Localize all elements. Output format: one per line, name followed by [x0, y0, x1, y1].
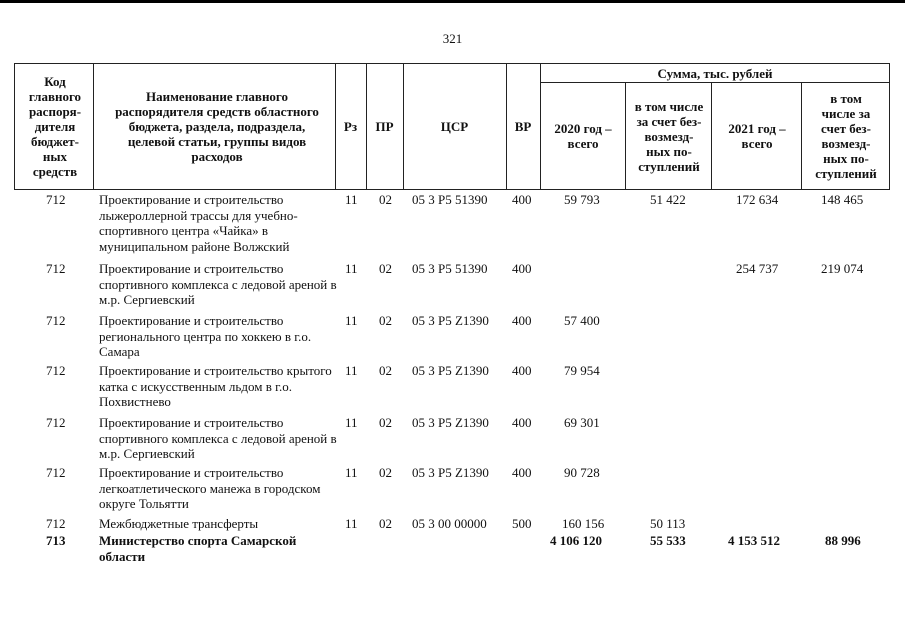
row-2021-grants: 219 074 — [821, 261, 864, 276]
row-2021-total: 4 153 512 — [728, 533, 780, 548]
row-vr: 400 — [512, 261, 532, 276]
header-2020-total: 2020 год – всего — [554, 121, 612, 151]
col-divider — [625, 82, 626, 190]
row-pr: 02 — [379, 363, 392, 378]
row-name: Проектирование и строительство лыжероллерной трассы для учебно-спортивного центра «Чайка» в муниципальном районе Волжский — [99, 192, 298, 254]
row-pr: 02 — [379, 516, 392, 531]
row-csr: 05 3 P5 51390 — [412, 261, 488, 276]
row-rz: 11 — [345, 516, 358, 531]
col-divider — [711, 82, 712, 190]
row-pr: 02 — [379, 261, 392, 276]
header-sum-group: Сумма, тыс. рублей — [657, 65, 773, 81]
row-code: 712 — [46, 465, 66, 480]
row-code: 712 — [46, 261, 66, 276]
header-2021-total: 2021 год – всего — [728, 121, 786, 151]
row-2020-total: 90 728 — [564, 465, 600, 480]
row-2020-total: 160 156 — [562, 516, 605, 531]
row-2020-grants: 51 422 — [650, 192, 686, 207]
header-2020-grants: в том числе за счет без-возмезд-ных по-ступлений — [634, 98, 704, 174]
header-pr: ПР — [375, 119, 394, 134]
header-name: Наименование главного распорядителя средств областного бюджета, раздела, подраздела, целевой статьи, группы видов расходов — [115, 89, 319, 164]
col-divider — [540, 63, 541, 190]
header-bottom-rule — [14, 189, 890, 190]
row-rz: 11 — [345, 313, 358, 328]
row-vr: 400 — [512, 313, 532, 328]
row-code: 713 — [46, 533, 66, 548]
row-pr: 02 — [379, 415, 392, 430]
row-rz: 11 — [345, 192, 358, 207]
row-2020-total: 59 793 — [564, 192, 600, 207]
row-2020-grants: 55 533 — [650, 533, 686, 548]
row-2020-total: 69 301 — [564, 415, 600, 430]
row-pr: 02 — [379, 192, 392, 207]
header-code: Код главного распоря-дителя бюджет-ных средств — [28, 74, 82, 179]
row-name: Проектирование и строительство спортивного комплекса с ледовой ареной в м.р. Сергиевский — [99, 415, 337, 461]
row-vr: 400 — [512, 363, 532, 378]
row-rz: 11 — [345, 261, 358, 276]
row-rz: 11 — [345, 415, 358, 430]
row-2020-total: 4 106 120 — [550, 533, 602, 548]
row-2020-grants: 50 113 — [650, 516, 686, 531]
row-2021-total: 172 634 — [736, 192, 779, 207]
row-code: 712 — [46, 192, 66, 207]
col-divider — [801, 82, 802, 190]
row-csr: 05 3 P5 51390 — [412, 192, 488, 207]
row-csr: 05 3 P5 Z1390 — [412, 313, 489, 328]
row-vr: 400 — [512, 465, 532, 480]
row-vr: 500 — [512, 516, 532, 531]
row-2021-grants: 148 465 — [821, 192, 864, 207]
row-2020-total: 79 954 — [564, 363, 600, 378]
row-vr: 400 — [512, 415, 532, 430]
header-vr: ВР — [514, 119, 532, 134]
row-name: Проектирование и строительство спортивного комплекса с ледовой ареной в м.р. Сергиевский — [99, 261, 337, 307]
row-code: 712 — [46, 415, 66, 430]
row-pr: 02 — [379, 313, 392, 328]
row-code: 712 — [46, 363, 66, 378]
row-csr: 05 3 P5 Z1390 — [412, 415, 489, 430]
row-code: 712 — [46, 516, 66, 531]
row-name: Проектирование и строительство регионального центра по хоккею в г.о. Самара — [99, 313, 312, 359]
col-divider — [889, 63, 890, 190]
row-csr: 05 3 00 00000 — [412, 516, 487, 531]
row-2021-grants: 88 996 — [825, 533, 861, 548]
row-name: Межбюджетные трансферты — [99, 516, 259, 531]
row-code: 712 — [46, 313, 66, 328]
col-divider — [93, 63, 94, 190]
row-2020-total: 57 400 — [564, 313, 600, 328]
row-rz: 11 — [345, 363, 358, 378]
row-name: Министерство спорта Самарской области — [99, 533, 297, 564]
row-vr: 400 — [512, 192, 532, 207]
top-border — [0, 0, 905, 3]
row-2021-total: 254 737 — [736, 261, 779, 276]
col-divider — [14, 63, 15, 190]
row-name: Проектирование и строительство крытого катка с искусственным льдом в г.о. Похвистнево — [99, 363, 332, 409]
header-rz: Рз — [343, 119, 358, 134]
row-name: Проектирование и строительство легкоатлетического манежа в городском округе Тольятти — [99, 465, 321, 511]
header-csr: ЦСР — [440, 119, 469, 134]
header-2021-grants: в том числе за счет без-возмезд-ных по-ступлений — [815, 91, 877, 181]
row-pr: 02 — [379, 465, 392, 480]
row-rz: 11 — [345, 465, 358, 480]
row-csr: 05 3 P5 Z1390 — [412, 465, 489, 480]
page-number: 321 — [442, 31, 463, 46]
row-csr: 05 3 P5 Z1390 — [412, 363, 489, 378]
